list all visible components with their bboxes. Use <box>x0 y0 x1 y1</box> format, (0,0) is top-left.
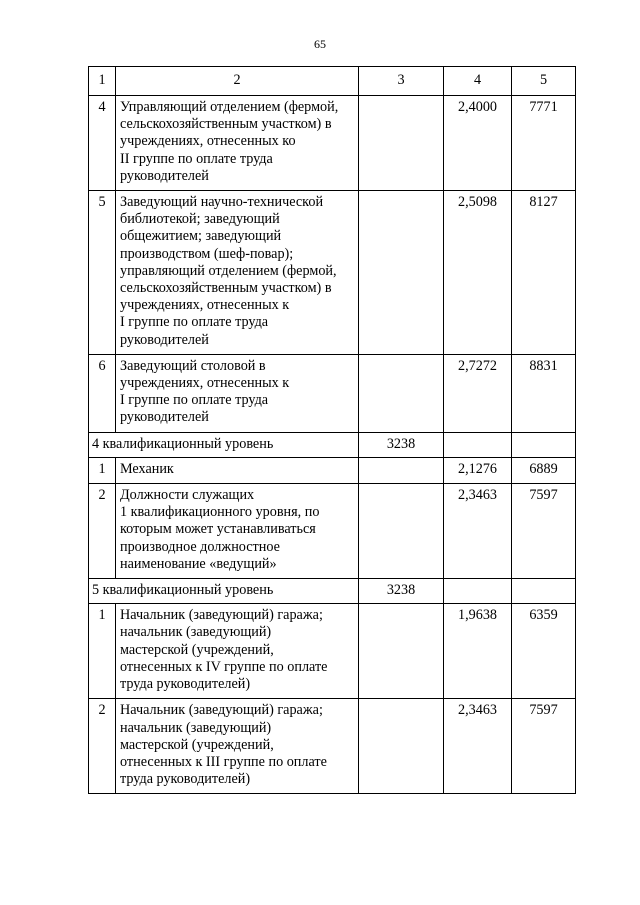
position-name: Начальник (заведующий) гаража; начальник (заведующий) мастерской (учреждений, отнесенных к III группе по оплате труда руководителей) <box>116 699 359 794</box>
level-5-base: 3238 <box>359 579 444 604</box>
header-col-2: 2 <box>116 67 359 96</box>
base-salary <box>359 484 444 579</box>
coefficient: 1,9638 <box>444 604 512 699</box>
base-salary <box>359 191 444 355</box>
salary: 7771 <box>512 96 576 191</box>
header-col-1: 1 <box>89 67 116 96</box>
salary: 7597 <box>512 484 576 579</box>
salary: 6359 <box>512 604 576 699</box>
salary: 8831 <box>512 354 576 432</box>
coefficient: 2,1276 <box>444 457 512 483</box>
table-header-row <box>89 67 576 96</box>
table-row <box>89 191 576 355</box>
base-salary <box>359 604 444 699</box>
level-5-empty-4 <box>444 579 512 604</box>
base-salary <box>359 699 444 794</box>
table-row <box>89 484 576 579</box>
level-4-empty-5 <box>512 432 576 457</box>
row-number: 2 <box>89 484 116 579</box>
position-name: Должности служащих 1 квалификационного уровня, по которым может устанавливаться производное должностное наименование «ведущий» <box>116 484 359 579</box>
table-row <box>89 96 576 191</box>
level-5-label: 5 квалификационный уровень <box>89 579 359 604</box>
coefficient: 2,3463 <box>444 699 512 794</box>
header-col-5: 5 <box>512 67 576 96</box>
position-name: Механик <box>116 457 359 483</box>
level-5-empty-5 <box>512 579 576 604</box>
salary: 8127 <box>512 191 576 355</box>
position-name: Заведующий научно-технической библиотекой; заведующий общежитием; заведующий производством (шеф-повар); управляющий отделением (фермой, сельскохозяйственным участком) в учреждениях, отнесенных к I группе по оплате труда руководителей <box>116 191 359 355</box>
position-name: Начальник (заведующий) гаража; начальник (заведующий) мастерской (учреждений, отнесенных к IV группе по оплате труда руководителей) <box>116 604 359 699</box>
level-header-row <box>89 432 576 457</box>
base-salary <box>359 96 444 191</box>
row-number: 6 <box>89 354 116 432</box>
row-number: 1 <box>89 604 116 699</box>
level-4-empty-4 <box>444 432 512 457</box>
coefficient: 2,5098 <box>444 191 512 355</box>
level-4-base: 3238 <box>359 432 444 457</box>
row-number: 1 <box>89 457 116 483</box>
position-name: Заведующий столовой в учреждениях, отнесенных к I группе по оплате труда руководителей <box>116 354 359 432</box>
coefficient: 2,7272 <box>444 354 512 432</box>
level-4-label: 4 квалификационный уровень <box>89 432 359 457</box>
coefficient: 2,4000 <box>444 96 512 191</box>
row-number: 2 <box>89 699 116 794</box>
table-row <box>89 699 576 794</box>
position-name: Управляющий отделением (фермой, сельскохозяйственным участком) в учреждениях, отнесенных ко II группе по оплате труда руководителей <box>116 96 359 191</box>
header-col-3: 3 <box>359 67 444 96</box>
coefficient: 2,3463 <box>444 484 512 579</box>
table-row <box>89 457 576 483</box>
table-row <box>89 604 576 699</box>
salary: 7597 <box>512 699 576 794</box>
table-row <box>89 354 576 432</box>
row-number: 5 <box>89 191 116 355</box>
salary: 6889 <box>512 457 576 483</box>
level-header-row <box>89 579 576 604</box>
base-salary <box>359 354 444 432</box>
base-salary <box>359 457 444 483</box>
salary-table <box>88 66 576 794</box>
header-col-4: 4 <box>444 67 512 96</box>
page-number: 65 <box>314 37 326 51</box>
row-number: 4 <box>89 96 116 191</box>
